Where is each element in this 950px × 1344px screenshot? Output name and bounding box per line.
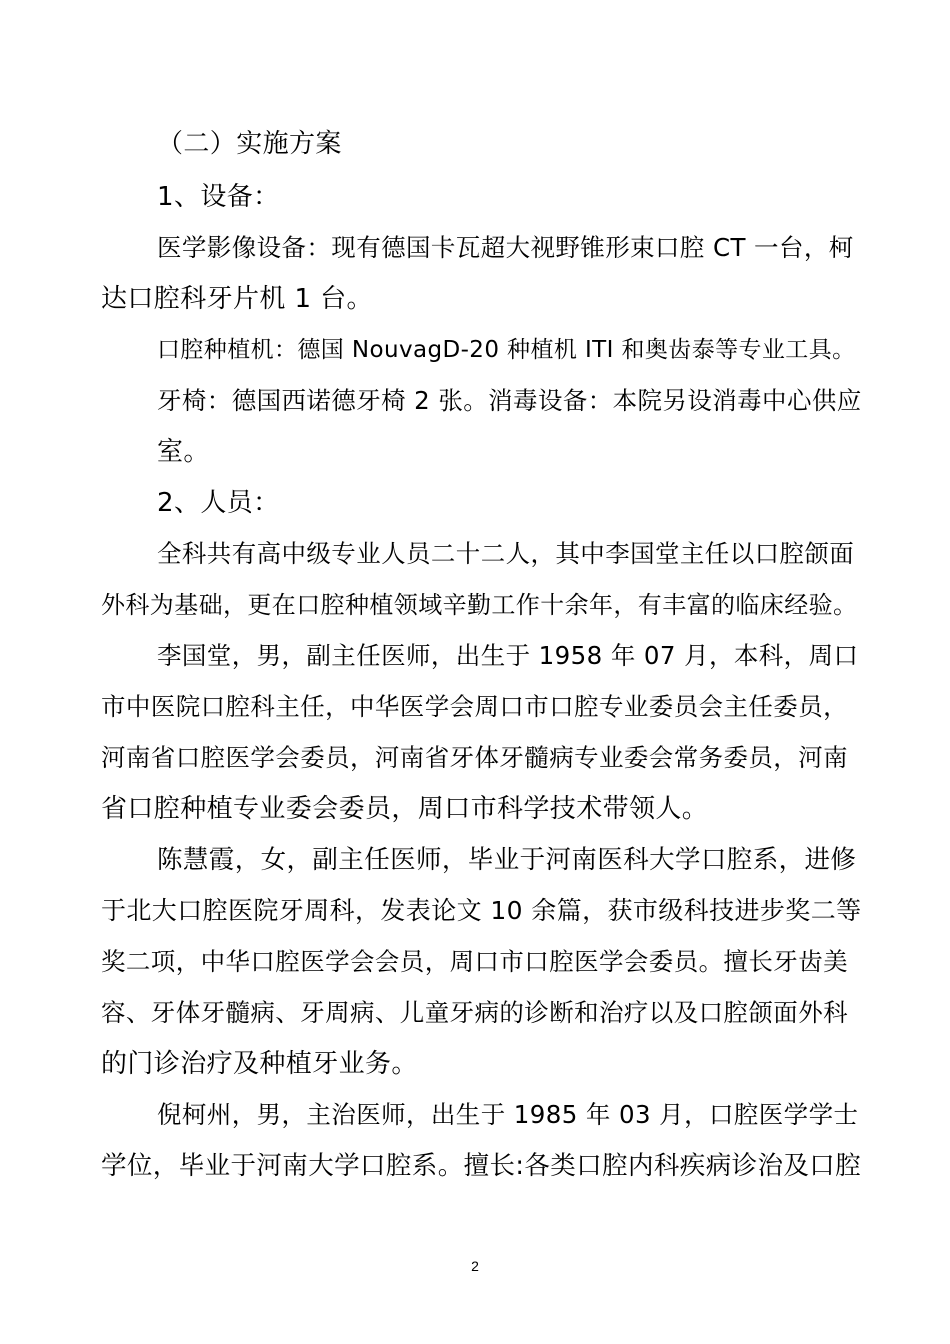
section-heading: （二）实施方案 (157, 129, 342, 159)
paragraph-line: 口腔种植机：德国 NouvagD-20 种植机 ITI 和奥齿泰等专业工具。 (157, 337, 856, 363)
paragraph-line: 倪柯州，男，主治医师，出生于 1985 年 03 月，口腔医学学士 (157, 1100, 859, 1129)
paragraph-line: 于北大口腔医院牙周科，发表论文 10 余篇，获市级科技进步奖二等 (101, 896, 862, 925)
paragraph-line: 达口腔科牙片机 1 台。 (101, 284, 373, 314)
paragraph-line: 河南省口腔医学会委员，河南省牙体牙髓病专业委会常务委员，河南 (101, 743, 848, 772)
paragraph-line: 市中医院口腔科主任，中华医学会周口市口腔专业委员会主任委员， (101, 692, 848, 721)
page-number: 2 (471, 1258, 479, 1274)
paragraph-line: 李国堂，男，副主任医师，出生于 1958 年 07 月，本科，周口 (157, 641, 859, 670)
paragraph-line: 奖二项，中华口腔医学会会员，周口市口腔医学会委员。擅长牙齿美 (101, 947, 848, 976)
paragraph-line: 牙椅：德国西诺德牙椅 2 张。消毒设备：本院另设消毒中心供应 (157, 386, 862, 415)
paragraph-line: 的门诊治疗及种植牙业务。 (101, 1049, 418, 1079)
subsection-heading-personnel: 2、人员： (157, 488, 280, 518)
paragraph-line: 容、牙体牙髓病、牙周病、儿童牙病的诊断和治疗以及口腔颌面外科 (101, 998, 848, 1027)
paragraph-line: 学位，毕业于河南大学口腔系。擅长:各类口腔内科疾病诊治及口腔 (101, 1151, 862, 1181)
paragraph-line: 全科共有高中级专业人员二十二人，其中李国堂主任以口腔颌面 (157, 539, 855, 568)
paragraph-line: 省口腔种植专业委会委员，周口市科学技术带领人。 (101, 794, 709, 824)
subsection-heading-equipment: 1、设备： (157, 182, 280, 212)
paragraph-line: 医学影像设备：现有德国卡瓦超大视野锥形束口腔 CT 一台，柯 (157, 233, 854, 262)
paragraph-line: 室。 (157, 437, 210, 467)
paragraph-line: 陈慧霞，女，副主任医师，毕业于河南医科大学口腔系，进修 (157, 845, 857, 875)
paragraph-line: 外科为基础，更在口腔种植领域辛勤工作十余年，有丰富的临床经验。 (101, 591, 858, 619)
